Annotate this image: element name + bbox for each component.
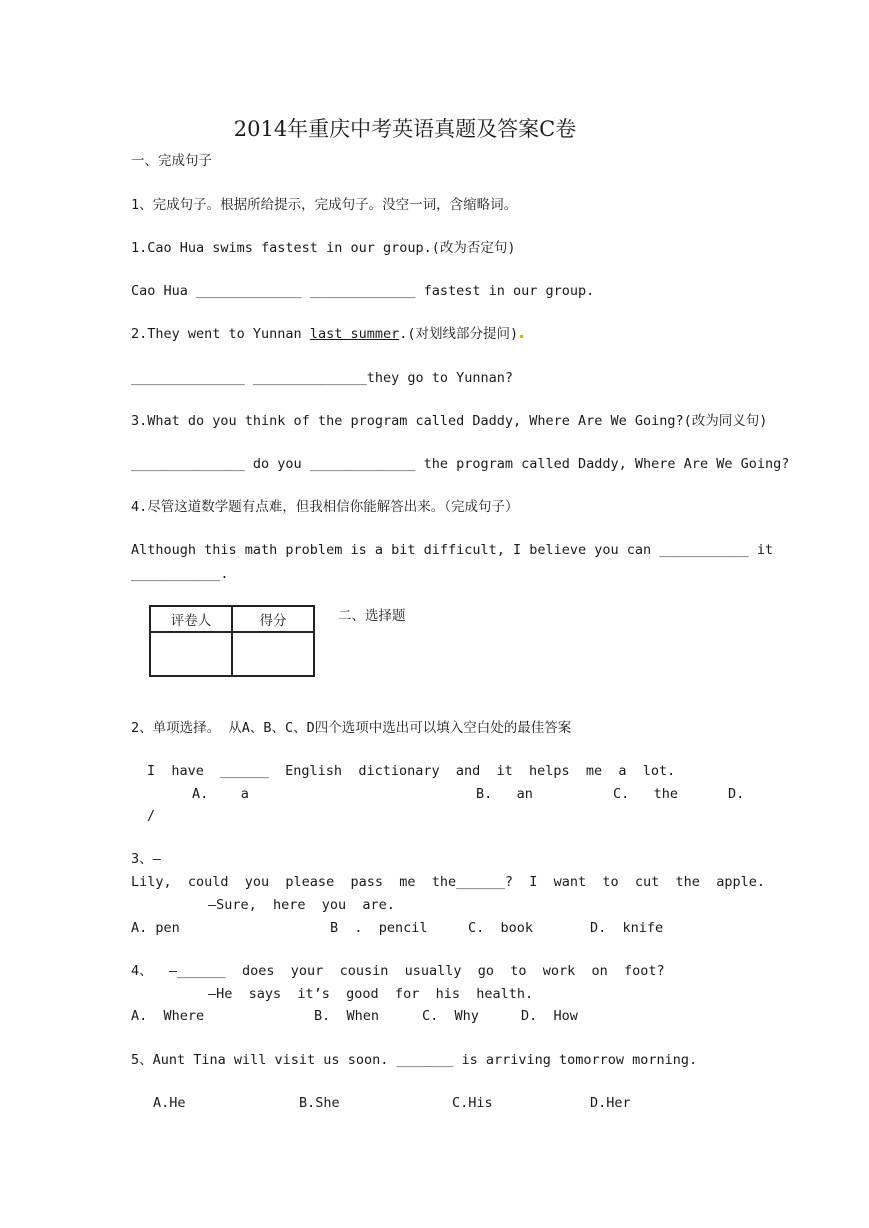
q5-stem: 5、Aunt Tina will visit us soon. _______ is arriving tomorrow morning. xyxy=(131,1052,698,1068)
q1-sentence-2-post: .(对划线部分提问) xyxy=(399,326,519,342)
q2-intro: 2、单项选择。 从A、B、C、D四个选项中选出可以填入空白处的最佳答案 xyxy=(131,720,572,736)
mark-dot xyxy=(520,335,523,338)
q3-option-c: C. book xyxy=(468,920,534,936)
q4-option-d: D. How xyxy=(521,1008,578,1024)
q1-sentence-2-pre: 2.They went to Yunnan xyxy=(131,326,310,342)
q3-option-b: B . pencil xyxy=(330,920,428,936)
q3-stem: Lily, could you please pass me the______? I want to cut the apple. xyxy=(131,874,765,890)
q1-answer-4: Although this math problem is a bit difficult, I believe you can ___________ it xyxy=(131,542,774,558)
q2-stem: I have ______ English dictionary and it helps me a lot. xyxy=(147,763,676,779)
q3-option-a: A. pen xyxy=(131,920,180,936)
q4-stem: 4、 —______ does your cousin usually go to work on foot? xyxy=(131,963,665,979)
q5-option-d: D.Her xyxy=(590,1095,631,1111)
score-cell[interactable] xyxy=(232,632,314,676)
q1-sentence-2-underlined: last summer xyxy=(309,326,400,342)
q1-answer-1: Cao Hua _____________ _____________ fastest in our group. xyxy=(131,283,595,299)
q1-answer-4-cont: ___________. xyxy=(131,566,229,582)
q1-sentence-2 xyxy=(131,325,523,343)
q5-option-b: B.She xyxy=(299,1095,340,1111)
grader-cell[interactable] xyxy=(150,632,232,676)
q5-option-c: C.His xyxy=(452,1095,493,1111)
score-table xyxy=(149,605,315,677)
q1-sentence-4: 4.尽管这道数学题有点难，但我相信你能解答出来。（完成句子） xyxy=(131,499,519,515)
page-title: 2014年重庆中考英语真题及答案C卷 xyxy=(233,117,577,141)
q1-answer-3: ______________ do you _____________ the program called Daddy, Where Are We Going? xyxy=(131,456,790,472)
q2-option-d-value: / xyxy=(147,808,156,824)
q5-option-a: A.He xyxy=(153,1095,186,1111)
section-heading-2: 二、选择题 xyxy=(338,608,406,624)
q1-answer-2: ______________ ______________they go to Yunnan? xyxy=(131,370,514,386)
q4-reply: —He says it’s good for his health. xyxy=(208,986,534,1002)
q2-option-b: B. an xyxy=(476,786,533,802)
section-heading-1: 一、完成句子 xyxy=(131,153,212,169)
q2-option-a: A. a xyxy=(192,786,249,802)
q4-option-c: C. Why xyxy=(422,1008,479,1024)
grader-header: 评卷人 xyxy=(150,606,232,632)
q3-reply: —Sure, here you are. xyxy=(208,897,395,913)
q1-sentence-3: 3.What do you think of the program called Daddy, Where Are We Going?(改为同义句) xyxy=(131,413,768,429)
q4-option-a: A. Where xyxy=(131,1008,205,1024)
q1-sentence-1: 1.Cao Hua swims fastest in our group.(改为否定句) xyxy=(131,240,516,256)
q2-option-c: C. the xyxy=(613,786,679,802)
score-header: 得分 xyxy=(232,606,314,632)
q3-option-d: D. knife xyxy=(590,920,664,936)
q2-option-d: D. xyxy=(728,786,745,802)
q1-intro: 1、完成句子。根据所给提示，完成句子。没空一词，含缩略词。 xyxy=(131,197,518,213)
q4-option-b: B. When xyxy=(314,1008,380,1024)
q3-number: 3、— xyxy=(131,851,161,867)
